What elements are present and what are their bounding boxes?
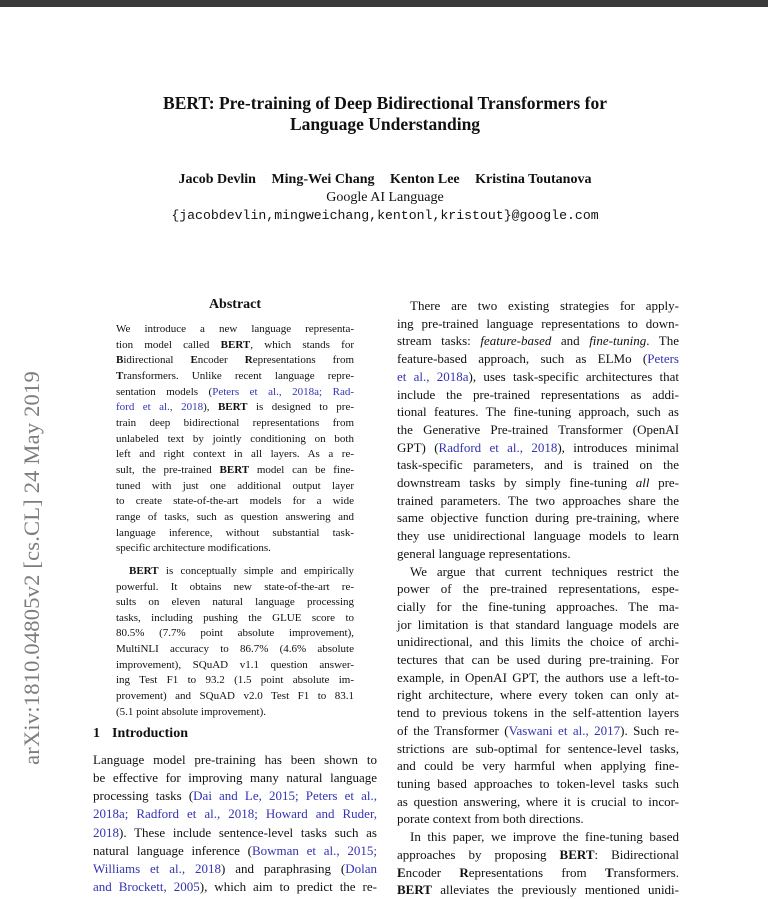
abstract-body <box>116 322 354 720</box>
text-line: sult, the pre-trained BERT model can be fine- <box>116 463 354 476</box>
text-line: powerful. It obtains new state-of-the-art re- <box>116 580 354 593</box>
text-line: 2018a; Radford et al., 2018; Howard and Ruder, <box>93 806 378 822</box>
text-line: sentation models (Peters et al., 2018a; Rad- <box>116 385 354 398</box>
text-line: to create state-of-the-art models for a wide <box>116 495 354 508</box>
text-line: tion model called BERT, which stands for <box>116 338 354 351</box>
text-line: tuning based approaches to token-level tasks such <box>397 775 679 791</box>
author-name: Ming-Wei Chang <box>271 172 375 187</box>
text-line: ing pre-trained language representations to down- <box>397 315 679 331</box>
introduction-body <box>93 751 377 896</box>
text-line: unidirectional, and this limits the choice of archi- <box>397 634 679 650</box>
text-line: tuned with just one additional output layer <box>116 479 354 492</box>
text-line: jor limitation is that standard language models are <box>397 616 679 632</box>
text-line: unlabeled text by jointly conditioning on both <box>116 432 354 445</box>
limitations-paragraph <box>397 563 679 829</box>
text-line: same objective function during pre-training, where <box>397 510 679 526</box>
text-line: include the pre-trained representations as addi- <box>397 386 679 402</box>
text-line: of the Transformer (Vaswani et al., 2017). Such re- <box>397 722 679 738</box>
text-line: (5.1 point absolute improvement). <box>116 705 266 718</box>
arxiv-identifier-stamp <box>14 340 50 795</box>
author-emails: {jacobdevlin,mingweichang,kentonl,kristout}@google.com <box>171 208 599 223</box>
text-line: Language model pre-training has been shown to <box>93 752 377 767</box>
text-line: cially for the fine-tuning approaches. The ma- <box>397 598 679 614</box>
text-line: porate context from both directions. <box>397 811 584 827</box>
author-affiliation: Google AI Language <box>326 190 444 205</box>
text-line: power of the pre-trained representations, espe- <box>397 581 679 597</box>
proposal-paragraph <box>397 828 679 899</box>
section-heading-introduction <box>93 726 378 742</box>
text-line: approaches by proposing BERT: Bidirectional <box>397 846 680 862</box>
text-line: left and right context in all layers. As a re- <box>116 448 354 461</box>
text-line: the Generative Pre-trained Transformer (OpenAI <box>397 421 679 437</box>
arxiv-stamp-text: arXiv:1810.04805v2 [cs.CL] 24 May 2019 <box>19 370 44 765</box>
text-line: Bidirectional Encoder Representations from <box>116 354 354 367</box>
text-line: 2018). These include sentence-level tasks such as <box>93 824 377 840</box>
author-name: Kristina Toutanova <box>475 172 592 187</box>
text-line: In this paper, we improve the fine-tuning based <box>410 829 679 845</box>
abstract-heading: Abstract <box>208 297 262 312</box>
text-line: train deep bidirectional representations from <box>116 416 354 429</box>
text-line: BERT alleviates the previously mentioned unidi- <box>397 882 679 898</box>
text-line: be effective for improving many natural language <box>93 770 377 786</box>
text-line: provement) and SQuAD v2.0 Test F1 to 83.1 <box>116 690 354 703</box>
text-line: ing Test F1 to 93.2 (1.5 point absolute im- <box>116 674 354 687</box>
text-line: language inference, without substantial task- <box>116 526 354 539</box>
text-line: tional features. The fine-tuning approach, such as <box>397 404 679 420</box>
text-line: tasks, including pushing the GLUE score to <box>116 611 354 624</box>
text-line: sults on eleven natural language processing <box>116 596 354 609</box>
viewer-top-bar <box>0 0 768 7</box>
text-line: strictions are sub-optimal for sentence-level tasks, <box>397 740 679 756</box>
paper-title-line: BERT: Pre-training of Deep Bidirectional Transformers for <box>163 93 607 113</box>
text-line: and Brockett, 2005), which aim to predict the re- <box>93 879 377 895</box>
text-line: et al., 2018a), uses task-specific architectures that <box>397 368 679 384</box>
text-line: There are two existing strategies for apply- <box>410 298 679 313</box>
text-line: natural language inference (Bowman et al., 2015; <box>93 842 377 858</box>
text-line: tend to previous tokens in the self-attention layers <box>397 705 679 721</box>
text-line: Encoder Representations from Transformers. <box>397 864 679 880</box>
strategies-paragraph <box>397 297 679 563</box>
text-line: downstream tasks by simply fine-tuning all pre- <box>397 475 680 491</box>
text-line: We argue that current techniques restrict the <box>410 563 679 579</box>
text-line: Transformers. Unlike recent language repre- <box>116 369 354 382</box>
text-line: range of tasks, such as question answering and <box>116 510 354 523</box>
text-line: right architecture, where every token can only at- <box>397 687 679 703</box>
author-name: Jacob Devlin <box>178 172 256 187</box>
text-line: MultiNLI accuracy to 86.7% (4.6% absolute <box>116 643 354 656</box>
text-line: BERT is conceptually simple and empirically <box>129 564 354 577</box>
text-line: stream tasks: feature-based and fine-tuning. The <box>397 333 679 349</box>
text-line: We introduce a new language representa- <box>116 323 354 335</box>
text-line: GPT) (Radford et al., 2018), introduces minimal <box>397 439 680 455</box>
paper-title-line: Language Understanding <box>289 114 481 134</box>
section-title: Introduction <box>112 726 188 741</box>
text-line: tectures that can be used during pre-training. For <box>397 652 679 668</box>
introduction-paragraph-1 <box>93 751 377 896</box>
text-line: processing tasks (Dai and Le, 2015; Peters et al., <box>93 788 377 804</box>
text-line: as question answering, where it is crucial to incor- <box>397 793 679 809</box>
text-line: 80.5% (7.7% point absolute improvement), <box>116 627 354 640</box>
text-line: and could be very harmful when applying fine- <box>397 758 679 774</box>
author-list <box>110 171 660 189</box>
abstract-paragraph-2 <box>116 564 354 721</box>
section-number: 1 <box>93 726 100 741</box>
author-name: Kenton Lee <box>390 172 460 187</box>
text-line: feature-based approach, such as ELMo (Peters <box>397 351 679 367</box>
text-line: specific architecture modifications. <box>116 542 271 555</box>
text-line: improvement), SQuAD v1.1 question answer- <box>116 658 354 671</box>
paper-title <box>110 93 660 135</box>
text-line: Williams et al., 2018) and paraphrasing (Dolan <box>93 860 377 876</box>
text-line: they use unidirectional language models to learn <box>397 528 679 544</box>
text-line: ford et al., 2018), BERT is designed to pre- <box>116 401 355 414</box>
text-line: trained parameters. The two approaches share the <box>397 492 679 508</box>
text-line: example, in OpenAI GPT, the authors use a left-to- <box>397 669 679 685</box>
right-column-body <box>397 297 679 899</box>
abstract-paragraph-1 <box>116 322 354 557</box>
text-line: general language representations. <box>397 545 571 561</box>
text-line: task-specific parameters, and is trained on the <box>397 457 679 473</box>
